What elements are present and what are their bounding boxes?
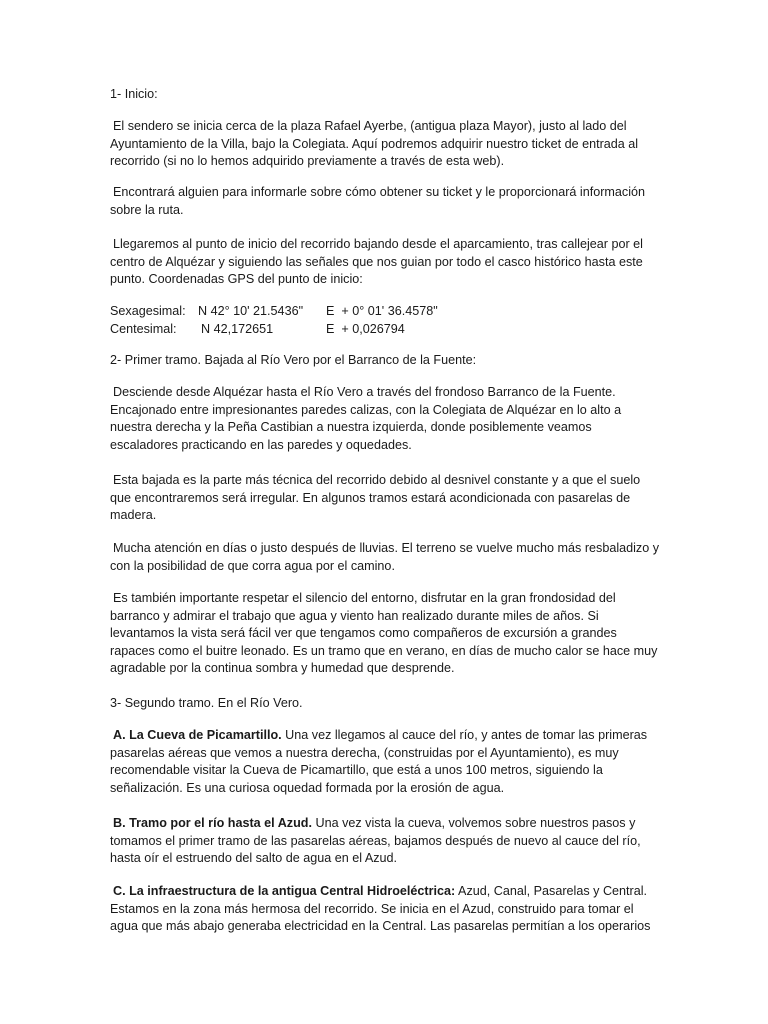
coord-label-sexagesimal: Sexagesimal:	[110, 304, 186, 318]
paragraph-start-location: El sendero se inicia cerca de la plaza Rafael Ayerbe, (antigua plaza Mayor), justo al lado del Ayuntamiento de la Villa, bajo la Colegiata. Aquí podremos adquirir nuestro ticket de entrada al recorrido (si no lo hemos adquirido previamente a través de esta web).	[110, 119, 639, 169]
heading-inicio: 1- Inicio:	[110, 87, 158, 101]
paragraph-cueva	[110, 727, 662, 797]
text-cueva: Una vez llegamos al cauce del río, y antes de tomar las primeras pasarelas aéreas que vemos a nuestra derecha, (construidas por el Ayuntamiento), es muy recomendable visitar la Cueva de Picamartillo, que está a unos 100 metros, siguiendo la señalización. Es una curiosa oquedad formada por la erosión de agua.	[110, 728, 648, 795]
paragraph-ticket-info: Encontrará alguien para informarle sobre cómo obtener su ticket y le proporcionará información sobre la ruta.	[110, 185, 646, 217]
paragraph-silence: Es también importante respetar el silencio del entorno, disfrutar en la gran frondosidad del barranco y admirar el trabajo que agua y viento han realizado durante miles de años. Si levantamos la vista será fácil ver que tengamos como compañeros de excursión a grandes rapaces como el buitre leonado. Es un tramo que en verano, en días de mucho calor se hace muy agradable por la continua sombra y humedad que desprende.	[110, 591, 658, 676]
paragraph-central	[110, 883, 662, 936]
coord-row-centesimal	[110, 321, 662, 339]
paragraph-descent: Desciende desde Alquézar hasta el Río Vero a través del frondoso Barranco de la Fuente. Encajonado entre impresionantes paredes calizas, con la Colegiata de Alquézar en lo alto a nuestra derecha y la Peña Castibian a nuestra izquierda, donde posiblemente veamos escaladores practicando en las paredes y oquedades.	[110, 385, 622, 452]
coord-row-sexagesimal	[110, 303, 662, 321]
coord-east-sexagesimal: E + 0° 01' 36.4578"	[326, 304, 438, 318]
subheading-central: C. La infraestructura de la antigua Central Hidroeléctrica:	[113, 884, 456, 898]
paragraph-technical-part: Esta bajada es la parte más técnica del recorrido debido al desnivel constante y a que el suelo que encontraremos será irregular. En algunos tramos estará acondicionada con pasarelas de madera.	[110, 473, 641, 523]
coord-north-sexagesimal: N 42° 10' 21.5436"	[198, 304, 304, 318]
paragraph-start-point: Llegaremos al punto de inicio del recorrido bajando desde el aparcamiento, tras callejear por el centro de Alquézar y siguiendo las señales que nos guian por todo el casco histórico hasta este punto. Coordenadas GPS del punto de inicio:	[110, 237, 643, 287]
subheading-azud: B. Tramo por el río hasta el Azud.	[113, 816, 312, 830]
text-azud: Una vez vista la cueva, volvemos sobre nuestros pasos y tomamos el primer tramo de las pasarelas aéreas, bajamos después de nuevo al cauce del río, hasta oír el estruendo del salto de agua en el Azud.	[110, 816, 641, 866]
text-central: Azud, Canal, Pasarelas y Central. Estamos en la zona más hermosa del recorrido. Se inicia en el Azud, construido para tomar el agua que más abajo generaba electricidad en la Central. Las pasarelas permitían a los operarios	[110, 884, 651, 934]
gps-coordinates	[110, 303, 662, 339]
coord-east-centesimal: E + 0,026794	[326, 322, 405, 336]
paragraph-azud	[110, 815, 662, 868]
coord-north-centesimal: N 42,172651	[201, 322, 274, 336]
heading-segundo-tramo: 3- Segundo tramo. En el Río Vero.	[110, 696, 303, 710]
subheading-cueva: A. La Cueva de Picamartillo.	[113, 728, 282, 742]
heading-primer-tramo: 2- Primer tramo. Bajada al Río Vero por el Barranco de la Fuente:	[110, 353, 477, 367]
paragraph-rain-warning: Mucha atención en días o justo después de lluvias. El terreno se vuelve mucho más resbaladizo y con la posibilidad de que corra agua por el camino.	[110, 541, 660, 573]
coord-label-centesimal: Centesimal:	[110, 322, 177, 336]
